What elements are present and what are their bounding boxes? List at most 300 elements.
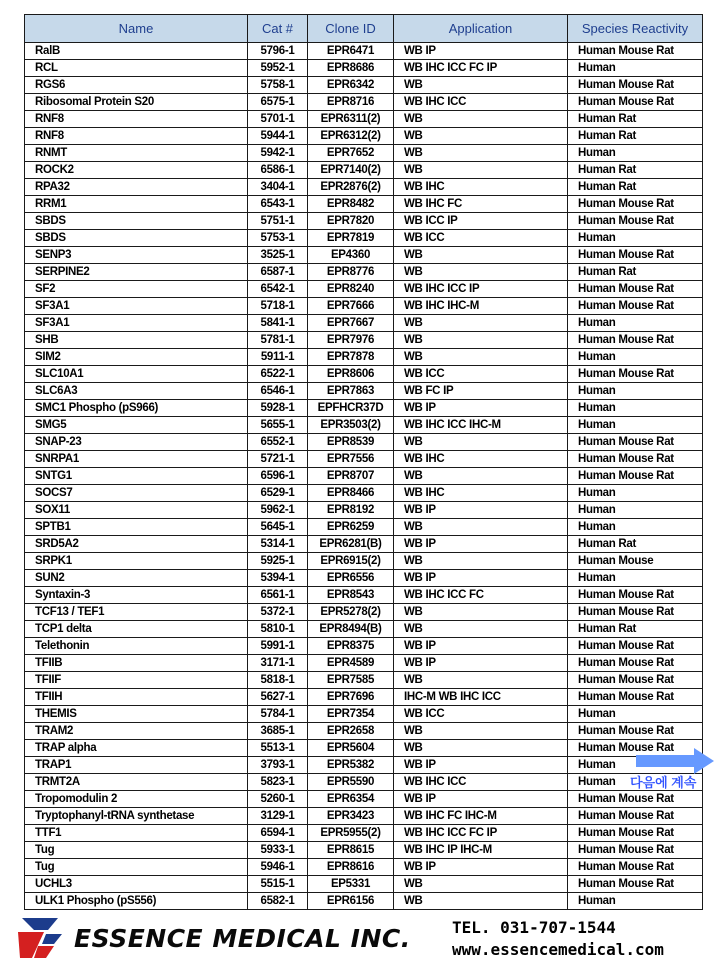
application-cell: WB — [394, 434, 568, 451]
species-cell: Human Mouse Rat — [568, 77, 703, 94]
table-row — [25, 519, 703, 536]
cat-cell: 5946-1 — [248, 859, 308, 876]
species-cell: Human Mouse Rat — [568, 791, 703, 808]
name-cell: SNRPA1 — [25, 451, 248, 468]
application-cell: WB — [394, 876, 568, 893]
table-row — [25, 128, 703, 145]
clone-id-cell: EPR7556 — [308, 451, 394, 468]
cat-cell: 3685-1 — [248, 723, 308, 740]
table-row — [25, 774, 703, 791]
application-cell: WB IP — [394, 655, 568, 672]
cat-cell: 3404-1 — [248, 179, 308, 196]
cat-cell: 3171-1 — [248, 655, 308, 672]
table-body — [25, 43, 703, 910]
name-cell: TCF13 / TEF1 — [25, 604, 248, 621]
clone-id-cell: EPR8466 — [308, 485, 394, 502]
name-cell: TRAP1 — [25, 757, 248, 774]
essence-logo-icon — [14, 914, 68, 962]
table-row — [25, 315, 703, 332]
clone-id-cell: EPR7652 — [308, 145, 394, 162]
name-cell: SERPINE2 — [25, 264, 248, 281]
table-row — [25, 451, 703, 468]
species-cell: Human Rat — [568, 264, 703, 281]
table-row — [25, 723, 703, 740]
cat-cell: 5796-1 — [248, 43, 308, 60]
cat-cell: 5645-1 — [248, 519, 308, 536]
species-cell: Human Rat — [568, 162, 703, 179]
species-cell: Human Mouse Rat — [568, 43, 703, 60]
name-cell: ROCK2 — [25, 162, 248, 179]
table-row — [25, 298, 703, 315]
table-row — [25, 60, 703, 77]
clone-id-cell: EPR8707 — [308, 468, 394, 485]
clone-id-cell: EPR8686 — [308, 60, 394, 77]
application-cell: WB IHC ICC FC — [394, 587, 568, 604]
cat-cell: 5781-1 — [248, 332, 308, 349]
application-cell: WB IP — [394, 502, 568, 519]
cat-cell: 5372-1 — [248, 604, 308, 621]
table-row — [25, 417, 703, 434]
name-cell: SIM2 — [25, 349, 248, 366]
application-cell: WB IHC — [394, 485, 568, 502]
clone-id-cell: EPR8615 — [308, 842, 394, 859]
clone-id-cell: EPR7696 — [308, 689, 394, 706]
cat-cell: 5721-1 — [248, 451, 308, 468]
name-cell: SNTG1 — [25, 468, 248, 485]
application-cell: WB IP — [394, 757, 568, 774]
table-row — [25, 757, 703, 774]
cat-cell: 6522-1 — [248, 366, 308, 383]
name-cell: Syntaxin-3 — [25, 587, 248, 604]
name-cell: RNMT — [25, 145, 248, 162]
table-row — [25, 536, 703, 553]
cat-cell: 6552-1 — [248, 434, 308, 451]
application-cell: WB — [394, 519, 568, 536]
cat-cell: 5962-1 — [248, 502, 308, 519]
table-row — [25, 434, 703, 451]
species-cell: Human Rat — [568, 621, 703, 638]
name-cell: SRPK1 — [25, 553, 248, 570]
species-cell: Human — [568, 230, 703, 247]
application-cell: WB IHC FC IHC-M — [394, 808, 568, 825]
species-cell: Human Mouse Rat — [568, 281, 703, 298]
application-cell: WB — [394, 332, 568, 349]
clone-id-cell: EPR5278(2) — [308, 604, 394, 621]
application-cell: WB — [394, 111, 568, 128]
species-cell: Human Mouse Rat — [568, 655, 703, 672]
application-cell: WB IHC FC — [394, 196, 568, 213]
clone-id-cell: EPR8375 — [308, 638, 394, 655]
cat-cell: 5753-1 — [248, 230, 308, 247]
name-cell: Tryptophanyl-tRNA synthetase — [25, 808, 248, 825]
cat-cell: 5627-1 — [248, 689, 308, 706]
clone-id-cell: EPR2658 — [308, 723, 394, 740]
cat-cell: 5823-1 — [248, 774, 308, 791]
name-cell: SHB — [25, 332, 248, 349]
name-cell: SLC10A1 — [25, 366, 248, 383]
application-cell: WB — [394, 672, 568, 689]
clone-id-cell: EPR8606 — [308, 366, 394, 383]
cat-cell: 6594-1 — [248, 825, 308, 842]
footer — [0, 910, 720, 960]
species-cell: Human Mouse Rat — [568, 366, 703, 383]
species-cell: Human Rat — [568, 179, 703, 196]
name-cell: SNAP-23 — [25, 434, 248, 451]
name-cell: SBDS — [25, 230, 248, 247]
cat-cell: 5933-1 — [248, 842, 308, 859]
species-cell: Human — [568, 60, 703, 77]
cat-cell: 5991-1 — [248, 638, 308, 655]
clone-id-cell: EP4360 — [308, 247, 394, 264]
continue-link[interactable] — [626, 748, 720, 800]
cat-cell: 6543-1 — [248, 196, 308, 213]
cat-cell: 6586-1 — [248, 162, 308, 179]
clone-id-cell: EPR5382 — [308, 757, 394, 774]
species-cell: Human — [568, 145, 703, 162]
name-cell: SPTB1 — [25, 519, 248, 536]
application-cell: IHC-M WB IHC ICC — [394, 689, 568, 706]
species-cell: Human Mouse Rat — [568, 672, 703, 689]
clone-id-cell: EPR8543 — [308, 587, 394, 604]
name-cell: TTF1 — [25, 825, 248, 842]
species-cell: Human — [568, 502, 703, 519]
clone-id-cell: EPR6281(B) — [308, 536, 394, 553]
clone-id-cell: EPR6556 — [308, 570, 394, 587]
species-cell: Human Mouse Rat — [568, 298, 703, 315]
name-cell: TCP1 delta — [25, 621, 248, 638]
cat-cell: 6582-1 — [248, 893, 308, 910]
antibody-table — [24, 14, 703, 910]
table-row — [25, 349, 703, 366]
clone-id-cell: EPR6915(2) — [308, 553, 394, 570]
name-cell: Tug — [25, 859, 248, 876]
species-cell: Human — [568, 383, 703, 400]
cat-cell: 3793-1 — [248, 757, 308, 774]
species-cell: Human — [568, 774, 703, 791]
table-row — [25, 94, 703, 111]
species-cell: Human Mouse Rat — [568, 842, 703, 859]
clone-id-cell: EPR5955(2) — [308, 825, 394, 842]
clone-id-cell: EPR8494(B) — [308, 621, 394, 638]
continue-label: 다음에 계속 — [630, 775, 697, 790]
species-cell: Human Mouse Rat — [568, 213, 703, 230]
table-row — [25, 111, 703, 128]
clone-id-cell: EPR7140(2) — [308, 162, 394, 179]
name-cell: TRMT2A — [25, 774, 248, 791]
name-cell: RCL — [25, 60, 248, 77]
header-clone-id: Clone ID — [308, 15, 394, 43]
clone-id-cell: EPR5590 — [308, 774, 394, 791]
table-row — [25, 842, 703, 859]
name-cell: RNF8 — [25, 128, 248, 145]
table-row — [25, 587, 703, 604]
clone-id-cell: EPR7976 — [308, 332, 394, 349]
clone-id-cell: EPR3503(2) — [308, 417, 394, 434]
species-cell: Human — [568, 519, 703, 536]
clone-id-cell: EPR2876(2) — [308, 179, 394, 196]
species-cell: Human Mouse Rat — [568, 332, 703, 349]
header-cat: Cat # — [248, 15, 308, 43]
cat-cell: 5701-1 — [248, 111, 308, 128]
cat-cell: 6529-1 — [248, 485, 308, 502]
cat-cell: 5818-1 — [248, 672, 308, 689]
name-cell: ULK1 Phospho (pS556) — [25, 893, 248, 910]
table-row — [25, 604, 703, 621]
table-row — [25, 485, 703, 502]
cat-cell: 6546-1 — [248, 383, 308, 400]
cat-cell: 3525-1 — [248, 247, 308, 264]
cat-cell: 5655-1 — [248, 417, 308, 434]
table-row — [25, 145, 703, 162]
header-application: Application — [394, 15, 568, 43]
company-name: ESSENCE MEDICAL INC. — [74, 924, 411, 953]
table-row — [25, 502, 703, 519]
species-cell: Human Mouse Rat — [568, 723, 703, 740]
clone-id-cell: EPR6312(2) — [308, 128, 394, 145]
species-cell: Human — [568, 349, 703, 366]
application-cell: WB — [394, 893, 568, 910]
species-cell: Human Mouse Rat — [568, 808, 703, 825]
table-row — [25, 213, 703, 230]
species-cell: Human Mouse Rat — [568, 451, 703, 468]
table-row — [25, 859, 703, 876]
table-row — [25, 825, 703, 842]
species-cell: Human Mouse Rat — [568, 825, 703, 842]
application-cell: WB IHC IHC-M — [394, 298, 568, 315]
table-row — [25, 332, 703, 349]
website-url[interactable]: www.essencemedical.com — [452, 940, 664, 959]
clone-id-cell: EPR8716 — [308, 94, 394, 111]
application-cell: WB IHC ICC — [394, 94, 568, 111]
table-row — [25, 468, 703, 485]
clone-id-cell: EPR8192 — [308, 502, 394, 519]
cat-cell: 6596-1 — [248, 468, 308, 485]
species-cell: Human Rat — [568, 111, 703, 128]
table-row — [25, 808, 703, 825]
name-cell: RPA32 — [25, 179, 248, 196]
name-cell: RRM1 — [25, 196, 248, 213]
table-row — [25, 638, 703, 655]
application-cell: WB — [394, 621, 568, 638]
species-cell: Human Rat — [568, 128, 703, 145]
species-cell: Human — [568, 315, 703, 332]
clone-id-cell: EPR6259 — [308, 519, 394, 536]
species-cell: Human Mouse Rat — [568, 859, 703, 876]
table-row — [25, 621, 703, 638]
name-cell: SUN2 — [25, 570, 248, 587]
cat-cell: 5944-1 — [248, 128, 308, 145]
cat-cell: 5314-1 — [248, 536, 308, 553]
clone-id-cell: EPR6311(2) — [308, 111, 394, 128]
clone-id-cell: EPR7863 — [308, 383, 394, 400]
table-header-row — [25, 15, 703, 43]
application-cell: WB IHC ICC FC IP — [394, 825, 568, 842]
cat-cell: 5810-1 — [248, 621, 308, 638]
table-row — [25, 383, 703, 400]
clone-id-cell: EPR7667 — [308, 315, 394, 332]
name-cell: UCHL3 — [25, 876, 248, 893]
name-cell: SF3A1 — [25, 315, 248, 332]
name-cell: SOCS7 — [25, 485, 248, 502]
cat-cell: 5394-1 — [248, 570, 308, 587]
name-cell: SMC1 Phospho (pS966) — [25, 400, 248, 417]
application-cell: WB — [394, 315, 568, 332]
name-cell: SF2 — [25, 281, 248, 298]
application-cell: WB IHC ICC FC IP — [394, 60, 568, 77]
application-cell: WB ICC — [394, 366, 568, 383]
species-cell: Human Mouse Rat — [568, 638, 703, 655]
application-cell: WB IP — [394, 570, 568, 587]
table-row — [25, 876, 703, 893]
application-cell: WB IP — [394, 859, 568, 876]
table-row — [25, 893, 703, 910]
clone-id-cell: EPR7819 — [308, 230, 394, 247]
table-row — [25, 43, 703, 60]
table-row — [25, 400, 703, 417]
table-row — [25, 77, 703, 94]
application-cell: WB IHC ICC IHC-M — [394, 417, 568, 434]
application-cell: WB IHC ICC IP — [394, 281, 568, 298]
cat-cell: 5925-1 — [248, 553, 308, 570]
clone-id-cell: EPR8616 — [308, 859, 394, 876]
application-cell: WB IP — [394, 400, 568, 417]
table-row — [25, 162, 703, 179]
application-cell: WB — [394, 740, 568, 757]
table-row — [25, 706, 703, 723]
table-row — [25, 264, 703, 281]
species-cell: Human Mouse Rat — [568, 604, 703, 621]
clone-id-cell: EPR8776 — [308, 264, 394, 281]
cat-cell: 6575-1 — [248, 94, 308, 111]
table-row — [25, 689, 703, 706]
name-cell: Ribosomal Protein S20 — [25, 94, 248, 111]
species-cell: Human — [568, 400, 703, 417]
application-cell: WB ICC IP — [394, 213, 568, 230]
clone-id-cell: EPR7666 — [308, 298, 394, 315]
name-cell: RNF8 — [25, 111, 248, 128]
cat-cell: 5515-1 — [248, 876, 308, 893]
name-cell: TRAP alpha — [25, 740, 248, 757]
name-cell: RalB — [25, 43, 248, 60]
table-row — [25, 366, 703, 383]
table-row — [25, 230, 703, 247]
application-cell: WB — [394, 145, 568, 162]
species-cell: Human — [568, 485, 703, 502]
application-cell: WB IP — [394, 791, 568, 808]
name-cell: Tug — [25, 842, 248, 859]
table-row — [25, 570, 703, 587]
species-cell: Human — [568, 570, 703, 587]
cat-cell: 6542-1 — [248, 281, 308, 298]
application-cell: WB — [394, 349, 568, 366]
table-row — [25, 655, 703, 672]
header-species-reactivity: Species Reactivity — [568, 15, 703, 43]
species-cell: Human Mouse Rat — [568, 740, 703, 757]
application-cell: WB — [394, 553, 568, 570]
species-cell: Human Mouse Rat — [568, 587, 703, 604]
application-cell: WB — [394, 247, 568, 264]
cat-cell: 5513-1 — [248, 740, 308, 757]
application-cell: WB — [394, 723, 568, 740]
application-cell: WB ICC — [394, 230, 568, 247]
clone-id-cell: EPR7585 — [308, 672, 394, 689]
name-cell: SOX11 — [25, 502, 248, 519]
name-cell: Tropomodulin 2 — [25, 791, 248, 808]
cat-cell: 3129-1 — [248, 808, 308, 825]
cat-cell: 5841-1 — [248, 315, 308, 332]
table-row — [25, 672, 703, 689]
species-cell: Human Rat — [568, 536, 703, 553]
application-cell: WB ICC — [394, 706, 568, 723]
application-cell: WB FC IP — [394, 383, 568, 400]
application-cell: WB IP — [394, 638, 568, 655]
clone-id-cell: EPR6342 — [308, 77, 394, 94]
cat-cell: 5911-1 — [248, 349, 308, 366]
application-cell: WB IP — [394, 536, 568, 553]
table-row — [25, 281, 703, 298]
species-cell: Human — [568, 417, 703, 434]
clone-id-cell: EPR3423 — [308, 808, 394, 825]
header-name: Name — [25, 15, 248, 43]
name-cell: RGS6 — [25, 77, 248, 94]
name-cell: TFIIF — [25, 672, 248, 689]
name-cell: SMG5 — [25, 417, 248, 434]
name-cell: TRAM2 — [25, 723, 248, 740]
species-cell: Human Mouse Rat — [568, 468, 703, 485]
application-cell: WB — [394, 264, 568, 281]
clone-id-cell: EPR5604 — [308, 740, 394, 757]
cat-cell: 5952-1 — [248, 60, 308, 77]
cat-cell: 5942-1 — [248, 145, 308, 162]
table-row — [25, 196, 703, 213]
cat-cell: 6587-1 — [248, 264, 308, 281]
clone-id-cell: EPR7820 — [308, 213, 394, 230]
name-cell: SBDS — [25, 213, 248, 230]
cat-cell: 5784-1 — [248, 706, 308, 723]
species-cell: Human — [568, 706, 703, 723]
cat-cell: 6561-1 — [248, 587, 308, 604]
table-row — [25, 791, 703, 808]
name-cell: SENP3 — [25, 247, 248, 264]
application-cell: WB IHC — [394, 451, 568, 468]
clone-id-cell: EPR8240 — [308, 281, 394, 298]
table-row — [25, 553, 703, 570]
table-row — [25, 247, 703, 264]
application-cell: WB IHC IP IHC-M — [394, 842, 568, 859]
species-cell: Human Mouse — [568, 553, 703, 570]
species-cell: Human Mouse Rat — [568, 247, 703, 264]
clone-id-cell: EPR6354 — [308, 791, 394, 808]
clone-id-cell: EP5331 — [308, 876, 394, 893]
application-cell: WB — [394, 468, 568, 485]
application-cell: WB — [394, 604, 568, 621]
phone-number: TEL. 031-707-1544 — [452, 918, 616, 937]
species-cell: Human — [568, 757, 703, 774]
species-cell: Human — [568, 893, 703, 910]
cat-cell: 5718-1 — [248, 298, 308, 315]
clone-id-cell: EPR7354 — [308, 706, 394, 723]
cat-cell: 5928-1 — [248, 400, 308, 417]
name-cell: SF3A1 — [25, 298, 248, 315]
species-cell: Human Mouse Rat — [568, 196, 703, 213]
name-cell: THEMIS — [25, 706, 248, 723]
species-cell: Human Mouse Rat — [568, 689, 703, 706]
cat-cell: 5758-1 — [248, 77, 308, 94]
clone-id-cell: EPR6156 — [308, 893, 394, 910]
right-arrow-icon — [636, 748, 716, 774]
name-cell: SLC6A3 — [25, 383, 248, 400]
application-cell: WB — [394, 162, 568, 179]
